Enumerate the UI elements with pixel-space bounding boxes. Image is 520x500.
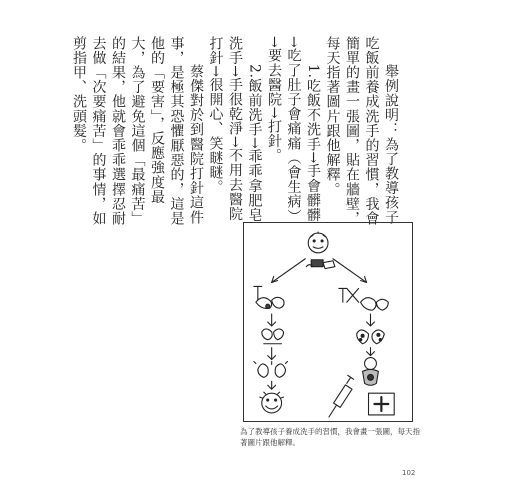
happy-face-icon [260, 392, 284, 413]
down-arrow [268, 348, 276, 360]
child-face-icon [308, 232, 328, 253]
down-arrow [268, 381, 276, 389]
handwashing-illustration [243, 222, 413, 422]
body-text [71, 36, 400, 232]
paragraph-intro: 舉例說明：為了教導孩子吃飯前養成洗手的習慣，我會簡單的畫一張圖，貼在牆壁，每天指著圖片跟他解釋。 [324, 36, 399, 226]
page-number: 102 [402, 469, 416, 477]
paragraph-step-2: 2.飯前洗手→乖乖拿肥皂洗手→手很乾淨→不用去醫院打針→很開心、笑瞇瞇。 [207, 36, 263, 223]
down-arrow [268, 314, 276, 326]
down-arrow [367, 348, 375, 356]
clean-hands-icon [262, 329, 284, 344]
soap-and-food-icon [306, 260, 335, 269]
sick-child-icon [363, 358, 379, 386]
dirty-hands-icon [357, 330, 385, 344]
paragraph-explanation: 蔡傑對於到醫院打針這件事，是極其恐懼厭惡的，這是他的「要害」，反應強度最大，為了避免這個「最痛苦」的結果，他就會乖乖選擇忍耐去做「次要痛苦」的事情，如剪指甲、洗頭髮。 [71, 36, 204, 226]
syringe-icon [329, 375, 354, 417]
no-wash-sink-icon [339, 288, 388, 310]
hospital-icon [369, 393, 395, 415]
paragraph-step-1: 1.吃飯不洗手→手會髒髒→吃了肚子會痛痛（會生病）→要去醫院→打針。 [266, 36, 321, 224]
sparkling-hands-icon [254, 362, 288, 378]
down-arrow [367, 314, 375, 326]
figure-caption: 為了教導孩子養成洗手的習慣，我會畫一張圖，每天指著圖片跟他解釋。 [240, 427, 420, 447]
washing-hands-icon [254, 286, 284, 308]
